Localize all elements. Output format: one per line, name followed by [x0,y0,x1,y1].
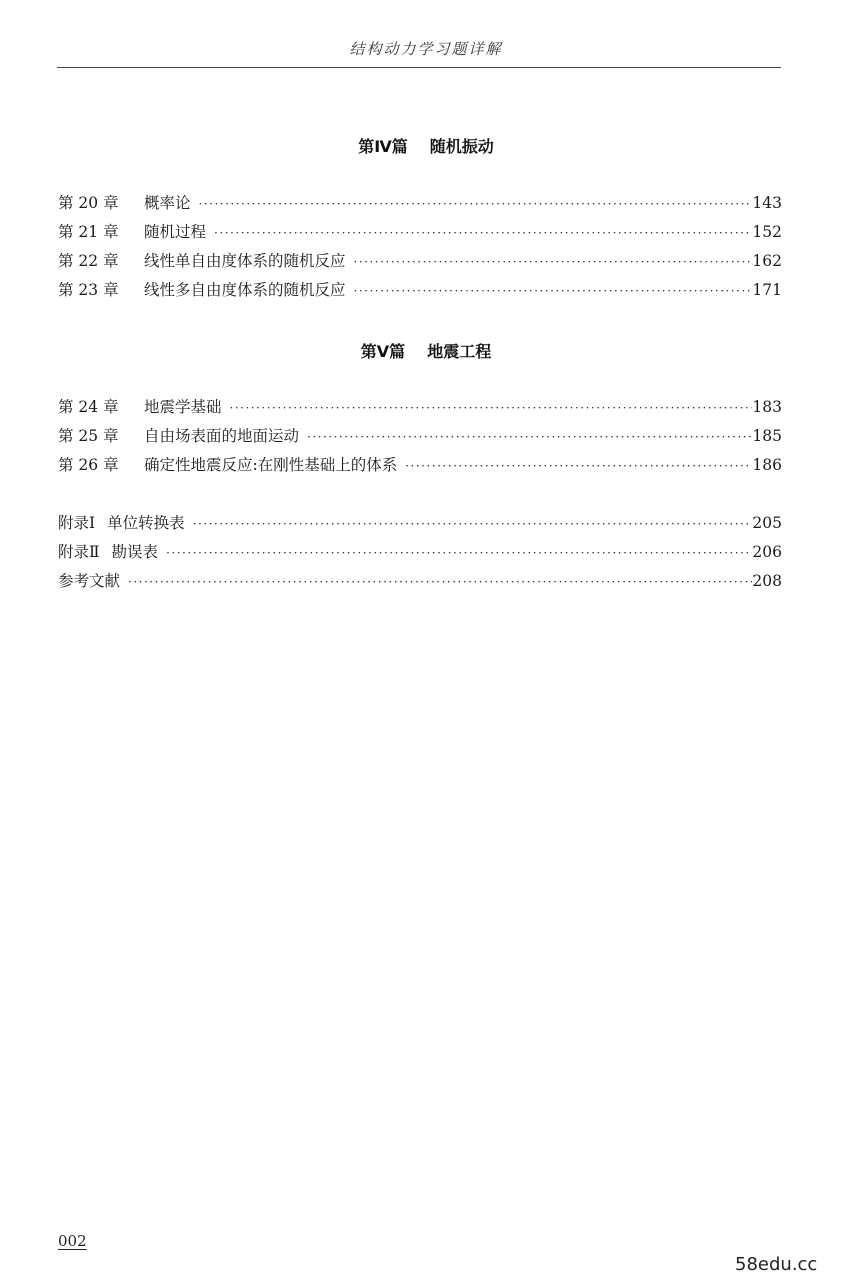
chapter-number: 第 23 章 [58,281,119,299]
toc-row[interactable] [58,278,782,300]
part-title [0,339,852,362]
leader-dots [303,430,752,444]
chapter-number: 第 21 章 [58,223,119,241]
chapter-page: 185 [752,427,782,445]
chapter-title: 确定性地震反应:在刚性基础上的体系 [144,456,398,474]
part-name: 地震工程 [427,342,492,361]
toc-row[interactable] [58,540,782,562]
chapter-title: 地震学基础 [144,398,222,416]
part-label: 第Ⅴ篇 [360,342,406,361]
leader-dots [401,459,752,473]
header-rule [57,67,781,68]
watermark: 58edu.cc [735,1254,818,1275]
appendix-number: 附录Ⅱ [58,543,100,561]
chapter-page: 183 [752,398,782,416]
chapter-page: 171 [752,281,782,299]
chapter-number: 第 24 章 [58,398,119,416]
chapter-number: 第 22 章 [58,252,119,270]
leader-dots [124,575,752,589]
appendix-title: 单位转换表 [107,514,185,532]
appendix-page: 205 [752,514,782,532]
chapter-page: 162 [752,252,782,270]
toc-row[interactable] [58,453,782,475]
leader-dots [350,255,753,269]
chapter-page: 152 [752,223,782,241]
chapter-number: 第 25 章 [58,427,119,445]
running-head: 结构动力学习题详解 [349,40,503,58]
chapter-title: 自由场表面的地面运动 [144,427,300,445]
leader-dots [210,226,752,240]
chapter-number: 第 20 章 [58,194,119,212]
leader-dots [189,517,753,531]
page-number: 002 [58,1232,87,1250]
leader-dots [350,284,753,298]
part-name: 随机振动 [429,137,494,156]
toc-row[interactable] [58,395,782,417]
chapter-number: 第 26 章 [58,456,119,474]
chapter-title: 线性单自由度体系的随机反应 [144,252,346,270]
leader-dots [195,197,753,211]
part-label: 第Ⅳ篇 [358,137,408,156]
toc-row[interactable] [58,569,782,591]
references-page: 208 [752,572,782,590]
toc-row[interactable] [58,424,782,446]
toc-row[interactable] [58,220,782,242]
appendix-page: 206 [752,543,782,561]
part-title [0,134,852,157]
appendix-number: 附录Ⅰ [58,514,96,532]
appendix-title: 勘误表 [111,543,159,561]
chapter-title: 随机过程 [144,223,207,241]
leader-dots [226,401,753,415]
toc-row[interactable] [58,191,782,213]
toc-row[interactable] [58,511,782,533]
chapter-page: 186 [752,456,782,474]
chapter-title: 概率论 [144,194,191,212]
toc-row[interactable] [58,249,782,271]
leader-dots [162,546,752,560]
chapter-page: 143 [752,194,782,212]
chapter-title: 线性多自由度体系的随机反应 [144,281,346,299]
references-title: 参考文献 [58,572,121,590]
